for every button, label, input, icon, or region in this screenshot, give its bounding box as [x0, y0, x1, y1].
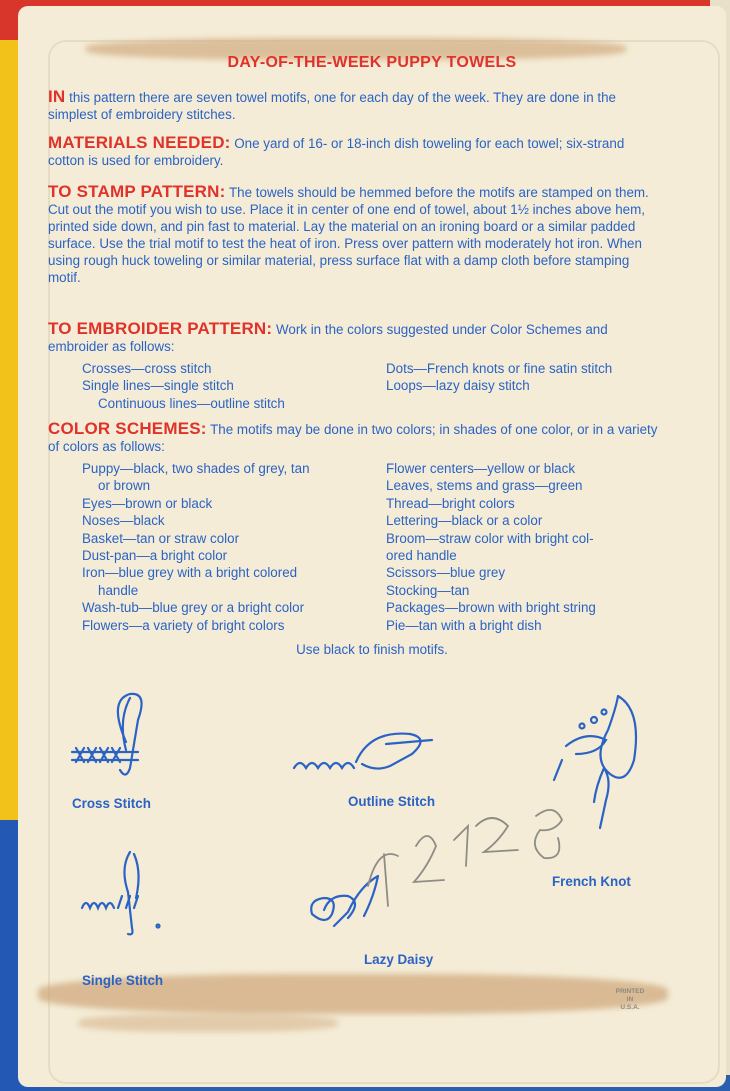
color-list-right — [386, 460, 596, 634]
materials-paragraph — [48, 134, 658, 169]
printed-in-usa-stamp — [610, 988, 650, 1018]
color-schemes-heading: COLOR SCHEMES: — [48, 419, 207, 438]
instruction-sheet — [18, 6, 726, 1087]
materials-heading: MATERIALS NEEDED: — [48, 133, 231, 152]
color-item: Scissors—blue grey — [386, 565, 506, 581]
outline-stitch-label: Outline Stitch — [348, 794, 436, 809]
stamp-line: U.S.A. — [620, 1004, 640, 1011]
color-item: Pie—tan with a bright dish — [386, 617, 542, 633]
embroider-list-left — [82, 360, 285, 412]
color-item: Flower centers—yellow or black — [386, 461, 576, 476]
embroider-list-right — [386, 360, 612, 395]
materials-text: One yard of 16- or 18-inch dish toweling for each towel; six-strand cotton is used for embroidery. — [48, 136, 625, 168]
lazy-daisy-label: Lazy Daisy — [364, 952, 434, 967]
cross-stitch-label: Cross Stitch — [72, 796, 151, 811]
embroider-paragraph — [48, 320, 658, 355]
single-stitch-label: Single Stitch — [82, 973, 164, 988]
embroider-item: Dots—French knots or fine satin stitch — [386, 361, 613, 376]
stamp-text: The towels should be hemmed before the motifs are stamped on them. Cut out the motif you wish to use. Place it in center of one end of towel, about 1½ inches above hem, printed side down, and pin fast to material. Lay the material on an ironing board or a similar padded surface. Use the trial motif to test the heat of iron. Press over pattern with moderately hot iron. When using rough huck toweling or similar material, press surface flat with a damp cloth before stamping motif. — [48, 185, 649, 285]
color-item: Packages—brown with bright string — [386, 600, 596, 616]
color-item: Basket—tan or straw color — [82, 530, 240, 546]
embroider-item: Loops—lazy daisy stitch — [386, 378, 530, 394]
handwritten-number-mark — [358, 786, 598, 916]
stamp-paragraph — [48, 183, 658, 286]
stamp-heading: TO STAMP PATTERN: — [48, 182, 226, 201]
intro-paragraph — [48, 88, 658, 123]
embroider-item: Crosses—cross stitch — [82, 361, 212, 376]
french-knot-label: French Knot — [552, 874, 631, 889]
color-item: Wash-tub—blue grey or a bright color — [82, 600, 305, 616]
intro-lead: IN — [48, 87, 66, 106]
color-item: ored handle — [386, 548, 457, 564]
color-item: Thread—bright colors — [386, 495, 515, 511]
stamp-line: PRINTED — [615, 988, 645, 995]
color-item: Eyes—brown or black — [82, 495, 213, 511]
stamp-line: IN — [626, 996, 634, 1003]
color-schemes-text: The motifs may be done in two colors; in shades of one color, or in a variety of colors as follows: — [48, 422, 658, 454]
color-item: Leaves, stems and grass—green — [386, 478, 583, 494]
cross-stitch-icon — [68, 690, 158, 790]
color-item: or brown — [98, 478, 151, 494]
color-item: Puppy—black, two shades of grey, tan — [82, 461, 310, 476]
embroider-item: Single lines—single stitch — [82, 378, 234, 394]
color-item: Dust-pan—a bright color — [82, 548, 228, 564]
embroider-item: Continuous lines—outline stitch — [98, 395, 285, 411]
color-item: Flowers—a variety of bright colors — [82, 617, 285, 633]
color-item: Lettering—black or a color — [386, 513, 543, 529]
color-item: Stocking—tan — [386, 582, 470, 598]
color-item: Broom—straw color with bright col- — [386, 530, 594, 546]
page-title: DAY-OF-THE-WEEK PUPPY TOWELS — [227, 54, 517, 71]
single-stitch-icon — [76, 848, 176, 938]
tape-stain-bottom-2 — [78, 1014, 338, 1032]
color-schemes-paragraph — [48, 420, 658, 455]
color-list-left — [82, 460, 310, 634]
color-item: Noses—black — [82, 513, 165, 529]
finish-note: Use black to finish motifs. — [296, 642, 448, 657]
outline-stitch-icon — [290, 724, 440, 784]
embroider-heading: TO EMBROIDER PATTERN: — [48, 319, 273, 338]
embroider-text: Work in the colors suggested under Color Schemes and embroider as follows: — [48, 322, 608, 354]
color-item: handle — [98, 582, 139, 598]
intro-text: this pattern there are seven towel motifs, one for each day of the week. They are done in the simplest of embroidery stitches. — [48, 90, 616, 122]
color-item: Iron—blue grey with a bright colored — [82, 565, 298, 581]
